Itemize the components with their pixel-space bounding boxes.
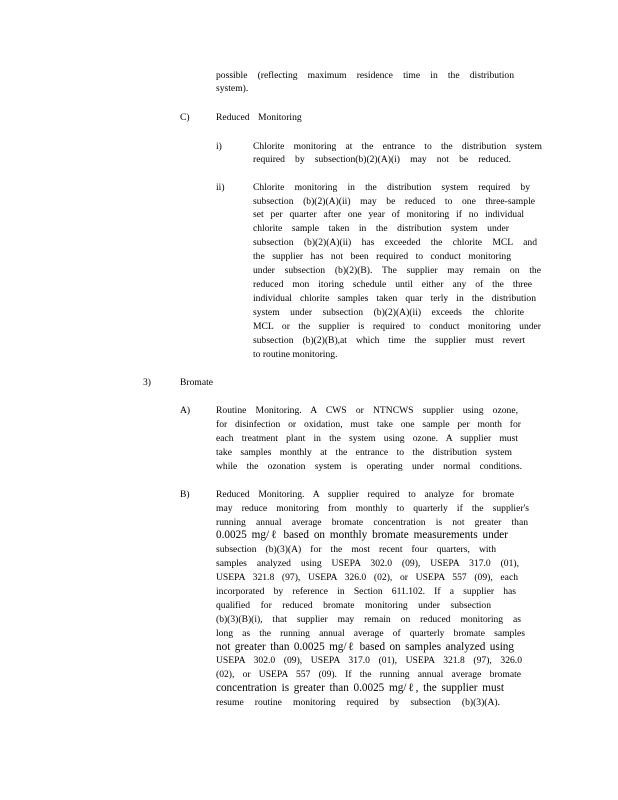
item-ii-label: ii): [216, 182, 225, 193]
item-ii-line: individual chlorite samples taken quar terly in the distribution: [253, 293, 536, 304]
item-b-line: running annual average bromate concentration is not greater than: [216, 517, 528, 528]
item-i-line: Chlorite monitoring at the entrance to the distribution system: [253, 141, 542, 152]
item-a-line: each treatment plant in the system using ozone. A supplier must: [216, 433, 518, 444]
item-ii-line: under subsection (b)(2)(B). The supplier may remain on the: [253, 265, 541, 276]
item-b-line: qualified for reduced bromate monitoring under subsection: [216, 600, 491, 611]
item-a-line: for disinfection or oxidation, must take one sample per month for: [216, 419, 521, 430]
item-ii-line: subsection (b)(2)(A)(ii) has exceeded the chlorite MCL and: [253, 237, 537, 248]
item-b-line: USEPA 302.0 (09), USEPA 317.0 (01), USEPA 321.8 (97), 326.0: [216, 655, 522, 666]
item-b-line: subsection (b)(3)(A) for the most recent four quarters, with: [216, 544, 496, 555]
section-3-label: 3): [143, 377, 151, 388]
item-b-line: not greater than 0.0025 mg/ℓ based on samples analyzed using: [216, 641, 514, 653]
item-ii-line: to routine monitoring.: [253, 349, 338, 360]
item-ii-line: subsection (b)(2)(A)(ii) may be reduced to one three-sample: [253, 196, 535, 207]
item-ii-line: Chlorite monitoring in the distribution system required by: [253, 182, 530, 193]
item-ii-line: MCL or the supplier is required to conduct monitoring under: [253, 321, 541, 332]
item-ii-line: the supplier has not been required to conduct monitoring: [253, 251, 511, 262]
item-b-line: long as the running annual average of quarterly bromate samples: [216, 628, 525, 639]
item-b-line: Reduced Monitoring. A supplier required to analyze for bromate: [216, 489, 514, 500]
section-c-label: C): [180, 112, 190, 123]
item-b-line: 0.0025 mg/ℓ based on monthly bromate measurements under: [216, 529, 508, 541]
section-c-title: Reduced Monitoring: [216, 112, 302, 123]
item-b-line: (b)(3)(B)(i), that supplier may remain on reduced monitoring as: [216, 614, 521, 625]
item-i-label: i): [216, 141, 222, 152]
item-b-label: B): [180, 489, 190, 500]
item-b-line: resume routine monitoring required by subsection (b)(3)(A).: [216, 697, 500, 708]
item-a-line: while the ozonation system is operating under normal conditions.: [216, 461, 522, 472]
item-b-line: USEPA 321.8 (97), USEPA 326.0 (02), or USEPA 557 (09), each: [216, 572, 518, 583]
item-b-line: (02), or USEPA 557 (09). If the running annual average bromate: [216, 669, 521, 680]
item-a-line: take samples monthly at the entrance to the distribution system: [216, 447, 512, 458]
item-i-line: required by subsection(b)(2)(A)(i) may not be reduced.: [253, 154, 511, 165]
item-ii-line: set per quarter after one year of monitoring if no individual: [253, 209, 524, 220]
section-3-title: Bromate: [180, 377, 214, 388]
item-a-line: Routine Monitoring. A CWS or NTNCWS supplier using ozone,: [216, 405, 518, 416]
item-ii-line: reduced mon itoring schedule until either any of the three: [253, 279, 532, 290]
item-ii-line: system under subsection (b)(2)(A)(ii) exceeds the chlorite: [253, 307, 524, 318]
item-ii-line: subsection (b)(2)(B),at which time the supplier must revert: [253, 335, 525, 346]
intro-line: system).: [216, 83, 249, 94]
intro-line: possible (reflecting maximum residence time in the distribution: [216, 70, 514, 81]
item-b-line: incorporated by reference in Section 611.102. If a supplier has: [216, 586, 516, 597]
item-b-line: samples analyzed using USEPA 302.0 (09), USEPA 317.0 (01),: [216, 558, 519, 569]
item-a-label: A): [180, 405, 191, 416]
item-b-line: concentration is greater than 0.0025 mg/ℓ, the supplier must: [216, 682, 504, 694]
item-ii-line: chlorite sample taken in the distribution system under: [253, 223, 509, 234]
item-b-line: may reduce monitoring from monthly to quarterly if the supplier's: [216, 503, 529, 514]
